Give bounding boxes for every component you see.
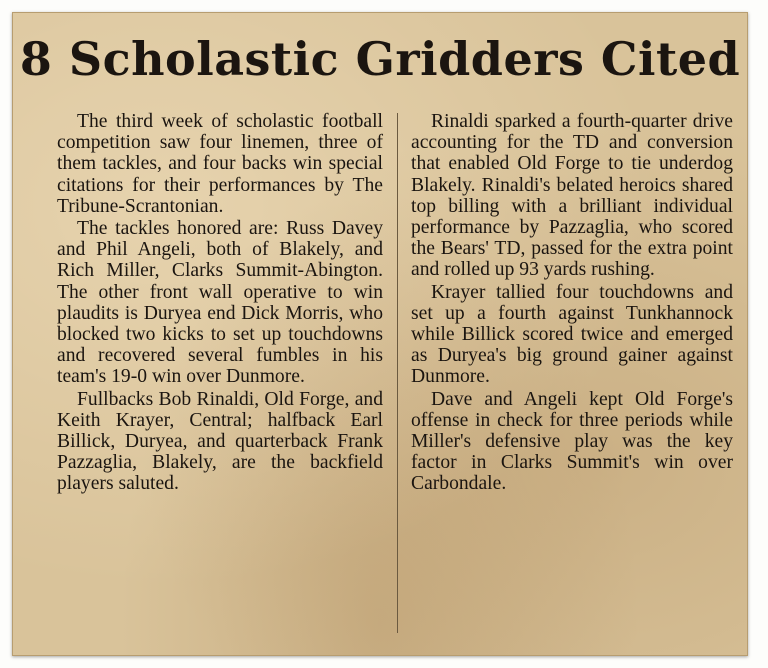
paragraph: The tackles honored are: Russ Davey and Phil Angeli, both of Blakely, and Rich Miller, Clarks Summit-Abington. The other front wall operative to win plaudits is Duryea end Dick Morris, who blocked two kicks to set up touchdowns and recovered several fumbles in his team's 19-0 win over Dunmore. bbox=[57, 218, 383, 388]
article-column-left bbox=[57, 111, 383, 496]
paragraph: Rinaldi sparked a fourth-quarter drive accounting for the TD and conversion that enabled Old Forge to tie underdog Blakely. Rinaldi's belated heroics shared top billing with a brilliant individual performance by Pazzaglia, who scored the Bears' TD, passed for the extra point and rolled up 93 yards rushing. bbox=[411, 111, 733, 281]
column-divider bbox=[397, 113, 398, 633]
paragraph: Fullbacks Bob Rinaldi, Old Forge, and Keith Krayer, Central; halfback Earl Billick, Duryea, and quarterback Frank Pazzaglia, Blakely, are the backfield players saluted. bbox=[57, 388, 383, 495]
newspaper-clipping bbox=[12, 12, 748, 656]
article-column-right bbox=[411, 111, 733, 496]
paragraph: Krayer tallied four touchdowns and set up a fourth against Tunkhannock while Billick scored twice and emerged as Duryea's big ground gainer against Dunmore. bbox=[411, 281, 733, 388]
paragraph: The third week of scholastic football competition saw four linemen, three of them tackles, and four backs win special citations for their performances by The Tribune-Scrantonian. bbox=[57, 111, 383, 217]
headline: 8 Scholastic Gridders Cited bbox=[19, 32, 741, 86]
paragraph: Dave and Angeli kept Old Forge's offense in check for three periods while Miller's defensive play was the key factor in Clarks Summit's win over Carbondale. bbox=[411, 388, 733, 495]
